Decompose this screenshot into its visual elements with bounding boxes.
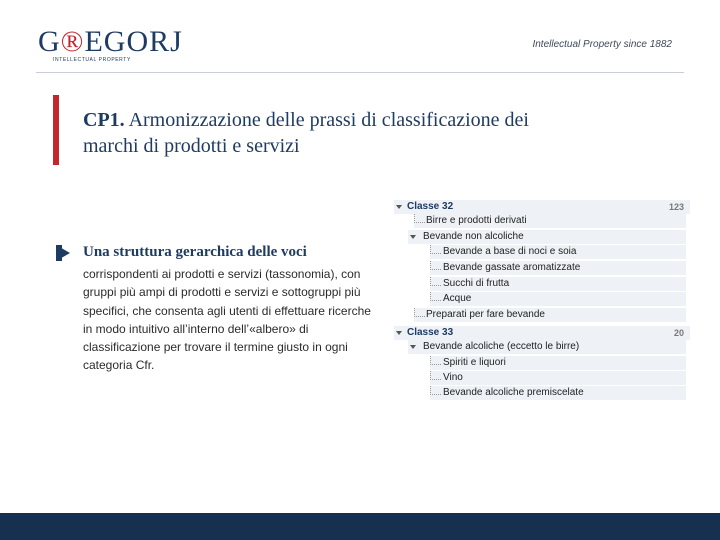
tree-node-class-32[interactable] xyxy=(394,200,690,214)
logo-wordmark xyxy=(38,26,183,58)
tree-connector-icon xyxy=(430,386,441,395)
tree-node-label: Bevande alcoliche premiscelate xyxy=(443,387,584,398)
tree-node-label: Bevande gassate aromatizzate xyxy=(443,262,581,273)
tree-node-leaf[interactable] xyxy=(430,277,686,291)
tree-node-beer[interactable] xyxy=(414,214,686,228)
tree-node-leaf[interactable] xyxy=(430,371,686,385)
tree-node-label: Bevande a base di noci e soia xyxy=(443,246,577,257)
expand-caret-icon[interactable] xyxy=(396,205,402,209)
tree-connector-icon xyxy=(414,308,425,317)
gregorj-logo xyxy=(38,26,188,62)
tree-node-label: Bevande non alcoliche xyxy=(423,231,524,242)
header-divider xyxy=(36,72,684,73)
expand-caret-icon[interactable] xyxy=(396,331,402,335)
tree-node-leaf[interactable] xyxy=(430,356,686,370)
tree-node-count: 20 xyxy=(673,328,684,338)
slide-title-text: Armonizzazione delle prassi di classificazione dei marchi di prodotti e servizi xyxy=(83,109,529,157)
tree-connector-icon xyxy=(430,245,441,254)
tree-node-label: Bevande alcoliche (eccetto le birre) xyxy=(423,341,580,352)
tree-node-label: Vino xyxy=(443,372,463,383)
classification-tree xyxy=(390,196,690,406)
expand-caret-icon[interactable] xyxy=(410,235,416,239)
slide-title xyxy=(83,107,543,159)
tree-node-label: Classe 32 xyxy=(407,201,454,212)
bullet-heading: Una struttura gerarchica delle voci xyxy=(83,244,307,260)
tree-node-leaf[interactable] xyxy=(430,261,686,275)
footer-bar xyxy=(0,513,720,540)
logo-letter-g: G xyxy=(38,25,61,58)
tree-node-preparations[interactable] xyxy=(414,308,686,322)
tree-connector-icon xyxy=(430,292,441,301)
tree-connector-icon xyxy=(430,261,441,270)
tree-connector-icon xyxy=(414,214,425,223)
tree-connector-icon xyxy=(430,356,441,365)
tree-node-alcoholic[interactable] xyxy=(408,340,686,354)
slide-title-code: CP1. xyxy=(83,109,125,131)
logo-subtitle: INTELLECTUAL PROPERTY xyxy=(53,57,131,63)
tree-node-label: Spiriti e liquori xyxy=(443,357,506,368)
tree-node-leaf[interactable] xyxy=(430,386,686,400)
tree-node-leaf[interactable] xyxy=(430,292,686,306)
tree-connector-icon xyxy=(430,277,441,286)
bullet-body-text: corrispondenti ai prodotti e servizi (tassonomia), con gruppi più ampi di prodotti e servizi e sottogruppi più specifici, che consenta agli utenti di effettuare ricerche in modo intuitivo all’interno dell’«albero» di classificazione per trovare il termine giusto in ogni categoria Cfr. xyxy=(83,267,371,373)
logo-letters: EGORJ xyxy=(84,25,183,58)
registered-mark: ® xyxy=(60,25,85,58)
tree-node-class-33[interactable] xyxy=(394,326,690,340)
tree-node-label: Acque xyxy=(443,293,472,304)
tree-node-label: Succhi di frutta xyxy=(443,278,510,289)
tree-node-label: Birre e prodotti derivati xyxy=(426,215,527,226)
expand-caret-icon[interactable] xyxy=(410,345,416,349)
pentagon-arrow-bullet-icon xyxy=(56,245,70,261)
company-tagline: Intellectual Property since 1882 xyxy=(532,39,672,50)
tree-node-label: Preparati per fare bevande xyxy=(426,309,545,320)
tree-connector-icon xyxy=(430,371,441,380)
tree-node-non-alcoholic[interactable] xyxy=(408,230,686,244)
tree-node-count: 123 xyxy=(668,202,684,212)
title-accent-bar xyxy=(53,95,59,165)
tree-node-leaf[interactable] xyxy=(430,245,686,259)
tree-node-label: Classe 33 xyxy=(407,327,454,338)
